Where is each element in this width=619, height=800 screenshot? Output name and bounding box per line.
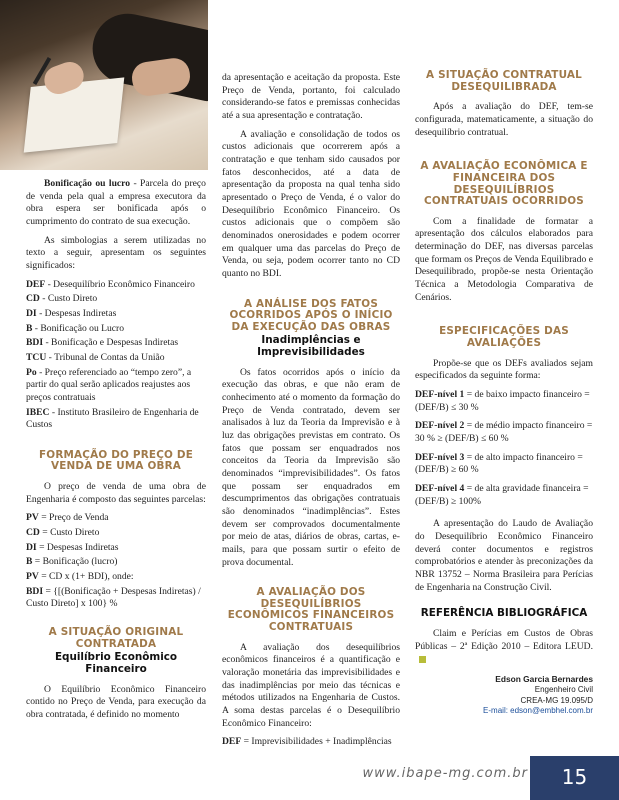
formula-symbol: PV <box>26 571 39 583</box>
col3-paragraph-4: A apresentação do Laudo de Avaliação do Desequilíbrio Econômico Financeiro deverá conter documentos e registros comprobatórios e atender às preconizações da NBR 13752 – Norma Brasileira para Perícias de Engenharia na Construção Civil. <box>415 518 593 593</box>
heading-especificacoes: ESPECIFICAÇÕES DAS AVALIAÇÕES <box>439 325 569 350</box>
symbol-description: - Bonificação ou Lucro <box>32 322 125 334</box>
symbol-item <box>26 308 206 321</box>
col2-paragraph-1: da apresentação e aceitação da proposta. Este Preço de Venda, portanto, foi calculado considerando-se fatos e premissas conhecidas até a sua apresentação e contratação. <box>222 72 400 121</box>
col3-paragraph-2: Com a finalidade de formatar a apresentação dos cálculos elaborados para determinação do DEF, nas diversas parcelas que formam os Preços de Venda Equilibrado e Desequilibrado, propõe-se nesta Orientação Técnica a Metodologia Comparativa de Cenários. <box>415 215 593 303</box>
heading-formacao-preco: FORMAÇÃO DO PREÇO DE VENDA DE UMA OBRA <box>38 448 194 473</box>
formula-item <box>26 527 206 540</box>
heading-situacao-contratual: A SITUAÇÃO CONTRATUAL DESEQUILIBRADA <box>426 69 582 93</box>
symbol-description: - Desequilíbrio Econômico Financeiro <box>45 278 195 290</box>
symbol-item <box>26 367 206 405</box>
formula-description: = {[(Bonificação + Despesas Indiretas) / Custo Direto] x 100} % <box>26 585 201 610</box>
preco-intro: O preço de venda de uma obra de Engenharia é composto das seguintes parcelas: <box>26 481 206 505</box>
def-level-item <box>415 389 593 414</box>
author-crea: CREA-MG 19.095/D <box>520 695 593 705</box>
col3-paragraph-3: Propõe-se que os DEFs avaliados sejam especificados da seguinte forma: <box>415 357 593 382</box>
formula-symbol: BDI <box>26 585 44 597</box>
author-role: Engenheiro Civil <box>534 685 593 695</box>
symbol-symbol: TCU <box>26 351 47 363</box>
formula-item <box>26 556 206 569</box>
symbols-list <box>26 279 206 432</box>
def-level-symbol: DEF-nível 4 <box>415 482 465 494</box>
symbol-item <box>26 352 206 365</box>
col2-paragraph-2: A avaliação e consolidação de todos os custos adicionais que ocorrerem após a contratação e que tenham sido causados por fatos desconhecidos, até a data de apresentação da proposta na qual tenha sido apresentado o Preço de Venda, é o valor do Desequilíbrio Econômico Financeiro. Os custos adicionais que o compõem são denominados onerosidades e podem ocorrer em qualquer uma das parcelas do Preço de Venda, ou seja, podem ocorrer tanto no CD quanto no BDI. <box>222 128 400 279</box>
symbol-description: - Instituto Brasileiro de Engenharia de Custos <box>26 406 199 431</box>
def-level-description: = de baixo impacto financeiro = (DEF/B) ≤ 30 % <box>415 389 590 413</box>
heading-avaliacao-economica: A AVALIAÇÃO ECONÔMICA E FINANCEIRA DOS DESEQUILÍBRIOS CONTRATUAIS OCORRIDOS <box>420 160 588 208</box>
formula-symbol: B <box>26 556 33 568</box>
heading-situacao-text: A SITUAÇÃO ORIGINAL CONTRATADA <box>48 626 184 650</box>
footer-website-link[interactable]: www.ibape-mg.com.br <box>362 766 528 781</box>
formula-item <box>26 542 206 555</box>
symbol-description: - Despesas Indiretas <box>36 307 117 319</box>
symbol-item <box>26 279 206 292</box>
formula-description: = Preço de Venda <box>38 512 109 524</box>
formula-item <box>26 512 206 525</box>
subheading-equilibrio: Equilíbrio Econômico Financeiro <box>54 651 178 675</box>
def-level-item <box>415 452 593 477</box>
reference-text <box>415 628 593 666</box>
symbol-description: - Preço referenciado ao “tempo zero”, a partir do qual serão aplicados reajustes aos preços contratuais <box>26 366 192 403</box>
reference-citation: Claim e Perícias em Custos de Obras Públicas – 2ª Edição 2010 – Editora LEUD. <box>415 628 593 652</box>
formula-description: = CD x (1+ BDI), onde: <box>38 571 134 583</box>
bonificacao-text: - Parcela do preço de venda pela qual a empresa executora da obra espera ser bonificada após o cumprimento do contrato de sua execução. <box>26 178 206 227</box>
column-1 <box>26 178 206 728</box>
symbol-symbol: BDI <box>26 337 44 349</box>
col2-paragraph-4: A avaliação dos desequilíbrios econômicos financeiros é a quantificação e valoração monetária das imprevisibilidades e das inadimplências por meio das técnicas e métodos utilizados na Engenharia de Custos. A soma destas parcelas é o Desequilíbrio Econômico Financeiro: <box>222 641 400 729</box>
def-levels <box>415 389 593 508</box>
formula-item <box>26 586 206 611</box>
author-email[interactable]: E-mail: edson@embhel.com.br <box>483 706 593 716</box>
formula-symbol: DI <box>26 541 37 553</box>
bonificacao-paragraph <box>26 178 206 229</box>
author-name: Edson Garcia Bernardes <box>495 674 593 685</box>
author-signature <box>415 674 593 717</box>
heading-analise-fatos <box>222 299 400 359</box>
symbol-symbol: CD <box>26 293 40 305</box>
heading-avaliacao-desequilibrios: A AVALIAÇÃO DOS DESEQUILÍBRIOS ECONÔMICOS FINANCEIROS CONTRATUAIS <box>227 586 395 634</box>
formula-symbol: PV <box>26 512 39 524</box>
def-level-symbol: DEF-nível 3 <box>415 451 465 463</box>
col2-paragraph-3: Os fatos ocorridos após o início da execução das obras, e que não eram de conhecimento até o momento da formação do Preço de Venda contratado, devem ser analisados à luz da Teoria da Imprevisão e à luz das obrigações previstas em contrato. Os fatos que possam ser enquadrados nos conceitos da Teoria da Imprevisão são denominados “imprevisibilidades”. Os fatos que possam ser enquadrados em descumprimentos das obrigações contratuais são denominados “inadimplências”. Estes devem ser comprovados documentalmente por meio de atas, diários de obras, cartas, e-mails, para que possam surtir o efeito de prova documental. <box>222 366 400 568</box>
symbol-description: - Custo Direto <box>39 293 98 305</box>
situacao-paragraph: O Equilíbrio Econômico Financeiro contido no Preço de Venda, para execução da obra contratada, é definido no momento <box>26 683 206 720</box>
formula-item <box>26 571 206 584</box>
subheading-inadimplencias: Inadimplências e Imprevisibilidades <box>257 334 365 359</box>
symbols-intro: As simbologias a serem utilizadas no texto a seguir, apresentam os seguintes significados: <box>26 234 206 271</box>
page-number: 15 <box>561 765 588 789</box>
symbol-symbol: DEF <box>26 278 46 290</box>
symbol-description: - Bonificação e Despesas Indiretas <box>43 337 179 349</box>
symbol-symbol: IBEC <box>26 406 50 418</box>
formula-description: = Bonificação (lucro) <box>32 556 118 568</box>
heading-referencia: REFERÊNCIA BIBLIOGRÁFICA <box>420 607 588 620</box>
formula-symbol: CD <box>26 527 40 539</box>
def-level-symbol: DEF-nível 2 <box>415 420 465 432</box>
def-level-description: = de médio impacto financeiro = 30 % ≥ (DEF/B) ≤ 60 % <box>415 420 593 444</box>
heading-analise-text: A ANÁLISE DOS FATOS OCORRIDOS APÓS O INÍCIO DA EXECUÇÃO DAS OBRAS <box>229 297 393 333</box>
symbol-symbol: DI <box>26 307 37 319</box>
symbol-description: - Tribunal de Contas da União <box>46 351 165 363</box>
symbol-item <box>26 407 206 432</box>
def-level-symbol: DEF-nível 1 <box>415 389 465 400</box>
heading-situacao-original <box>26 627 206 676</box>
formula-def-text: = Imprevisibilidades + Inadimplências <box>241 736 392 748</box>
symbol-symbol: Po <box>26 366 37 378</box>
symbol-item <box>26 337 206 350</box>
formula-description: = Despesas Indiretas <box>36 541 119 553</box>
symbol-symbol: B <box>26 322 33 334</box>
def-level-description: = de alto impacto financeiro = (DEF/B) ≥ 60 % <box>415 451 583 476</box>
formula-def-symbol: DEF <box>222 736 242 748</box>
formula-description: = Custo Direto <box>39 527 100 539</box>
column-3 <box>415 70 593 717</box>
column-2 <box>222 72 400 755</box>
col3-paragraph-1: Após a avaliação do DEF, tem-se configurada, matematicamente, a situação do desequilíbrio contratual. <box>415 101 593 138</box>
def-level-description: = de alta gravidade financeira = (DEF/B) ≥ 100% <box>415 482 589 507</box>
symbol-item <box>26 293 206 306</box>
end-square-icon <box>419 656 426 663</box>
formula-list <box>26 512 206 611</box>
def-level-item <box>415 483 593 508</box>
bonificacao-term: Bonificação ou lucro <box>44 178 131 189</box>
formula-def <box>222 736 400 749</box>
hero-photo <box>0 0 208 170</box>
def-level-item <box>415 420 593 445</box>
symbol-item <box>26 323 206 336</box>
